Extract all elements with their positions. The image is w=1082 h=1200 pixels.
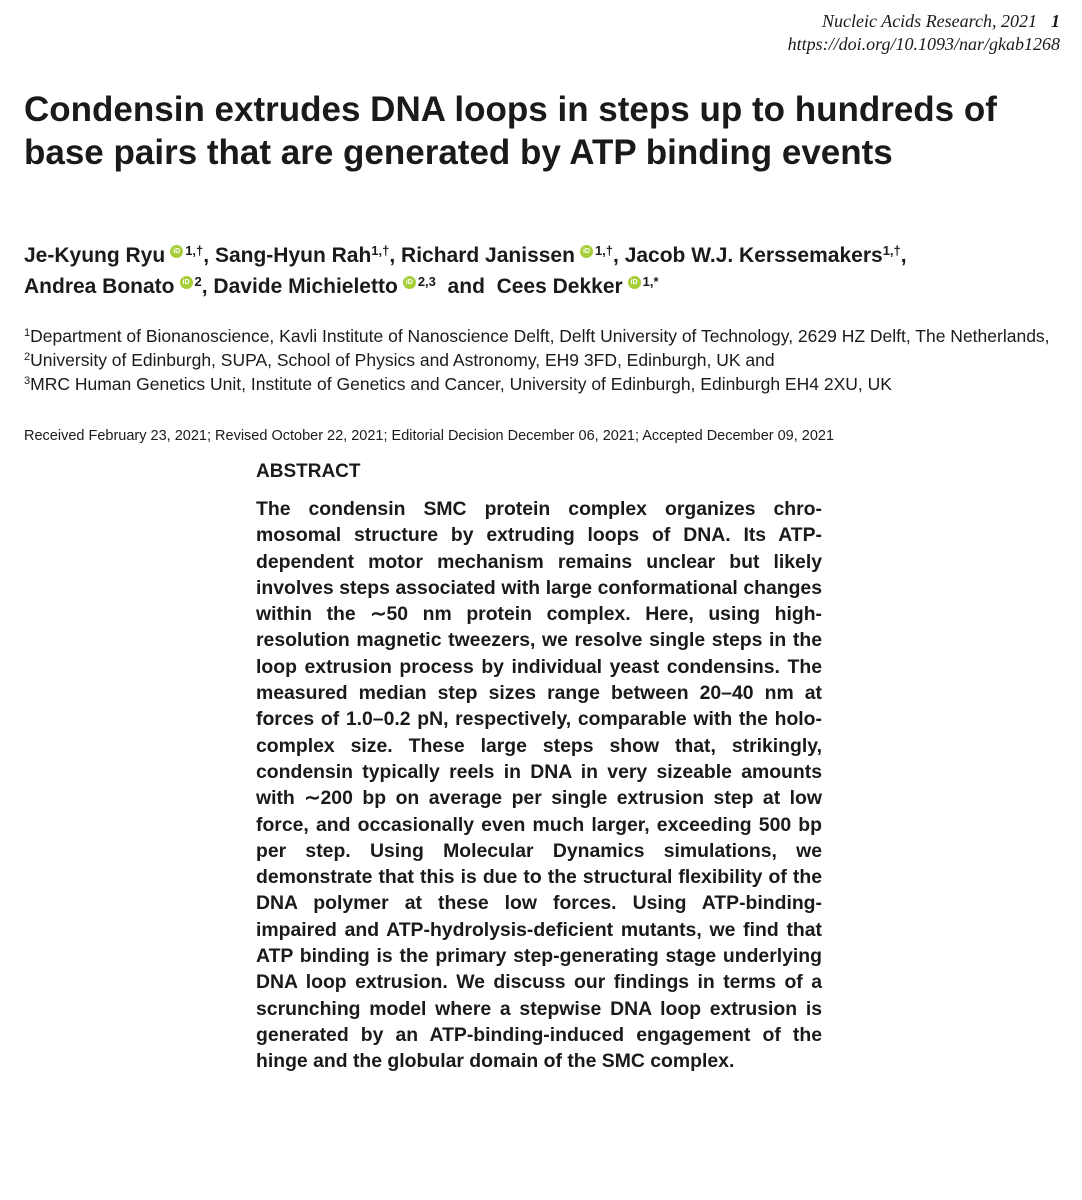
page-number: 1 bbox=[1051, 11, 1060, 31]
author[interactable] bbox=[215, 244, 389, 267]
article-title: Condensin extrudes DNA loops in steps up to hundreds of base pairs that are generated by ATP binding events bbox=[24, 90, 997, 172]
orcid-icon[interactable]: iD bbox=[170, 245, 183, 258]
author[interactable] bbox=[24, 244, 203, 267]
author-name: Richard Janissen bbox=[401, 244, 575, 267]
author-name: Sang-Hyun Rah bbox=[214, 244, 372, 267]
author-affiliation-marker: 1,† bbox=[185, 243, 204, 258]
author[interactable] bbox=[24, 275, 202, 298]
author-separator: , bbox=[613, 244, 625, 267]
affiliation-number: 2 bbox=[24, 351, 31, 363]
author-name: Cees Dekker bbox=[496, 275, 623, 298]
running-head bbox=[788, 10, 1060, 56]
affiliation-text: Department of Bionanoscience, Kavli Institute of Nanoscience Delft, Delft University of Technology, 2629 HZ Delft, The Netherlands, bbox=[30, 326, 1050, 346]
affiliation-number: 3 bbox=[24, 375, 31, 387]
author-affiliation-marker: 1,† bbox=[594, 243, 614, 258]
orcid-icon[interactable]: iD bbox=[403, 276, 416, 289]
author-affiliation-marker: 1,* bbox=[642, 274, 659, 289]
affiliation-text: MRC Human Genetics Unit, Institute of Genetics and Cancer, University of Edinburgh, Edinburgh EH4 2XU, UK bbox=[30, 374, 892, 394]
author-list bbox=[24, 240, 1064, 302]
affiliation-text: University of Edinburgh, SUPA, School of Physics and Astronomy, EH9 3FD, Edinburgh, UK and bbox=[30, 350, 775, 370]
received-dates: Received February 23, 2021; Revised October 22, 2021; Editorial Decision December 06, 2021; Accepted December 09, 2021 bbox=[24, 428, 835, 444]
author[interactable] bbox=[625, 244, 901, 267]
author-separator: , bbox=[900, 244, 907, 267]
author-name: Davide Michieletto bbox=[213, 275, 398, 298]
author-separator: , bbox=[389, 244, 402, 267]
doi-link[interactable]: https://doi.org/10.1093/nar/gkab1268 bbox=[787, 34, 1060, 54]
author-name: Je-Kyung Ryu bbox=[24, 244, 166, 267]
affiliation-number: 1 bbox=[24, 327, 31, 339]
author-separator: , bbox=[203, 244, 215, 267]
author[interactable] bbox=[213, 275, 435, 298]
author[interactable] bbox=[497, 275, 659, 298]
author-name: Jacob W.J. Kerssemakers bbox=[624, 244, 883, 267]
author-name: Andrea Bonato bbox=[24, 275, 175, 298]
author-affiliation-marker: 2 bbox=[194, 274, 202, 289]
author-separator: and bbox=[435, 275, 491, 298]
author-affiliation-marker: 1,† bbox=[371, 243, 390, 258]
author-affiliation-marker: 2,3 bbox=[417, 274, 436, 289]
abstract-text: The condensin SMC protein complex organizes chromosomal structure by extruding loops of DNA. Its ATP-dependent motor mechanism remains unclear but likely involves steps associated with large conformational changes within the ∼50 nm protein complex. Here, using high-resolution magnetic tweezers, we resolve single steps in the loop extrusion process by individual yeast condensins. The measured median step sizes range between 20–40 nm at forces of 1.0–0.2 pN, respectively, comparable with the holocomplex size. These large steps show that, strikingly, condensin typically reels in DNA in very sizeable amounts with ∼200 bp on average per single extrusion step at low force, and occasionally even much larger, exceeding 500 bp per step. Using Molecular Dynamics simulations, we demonstrate that this is due to the structural flexibility of the DNA polymer at these low forces. Using ATP-binding-impaired and ATP-hydrolysis-deficient mutants, we find that ATP binding is the primary step-generating stage underlying DNA loop extrusion. We discuss our findings in terms of a scrunching model where a stepwise DNA loop extrusion is generated by an ATP-binding-induced engagement of the hinge and the globular domain of the SMC complex. bbox=[256, 498, 822, 1073]
orcid-icon[interactable]: iD bbox=[180, 276, 193, 289]
journal-line bbox=[788, 10, 1060, 33]
author[interactable] bbox=[401, 244, 613, 267]
author-separator: , bbox=[201, 275, 214, 298]
abstract-heading: ABSTRACT bbox=[256, 461, 361, 482]
affiliations bbox=[24, 324, 1064, 396]
orcid-icon[interactable]: iD bbox=[628, 276, 641, 289]
orcid-icon[interactable]: iD bbox=[580, 245, 593, 258]
journal-citation: Nucleic Acids Research, 2021 bbox=[822, 11, 1037, 31]
author-affiliation-marker: 1,† bbox=[882, 243, 901, 258]
